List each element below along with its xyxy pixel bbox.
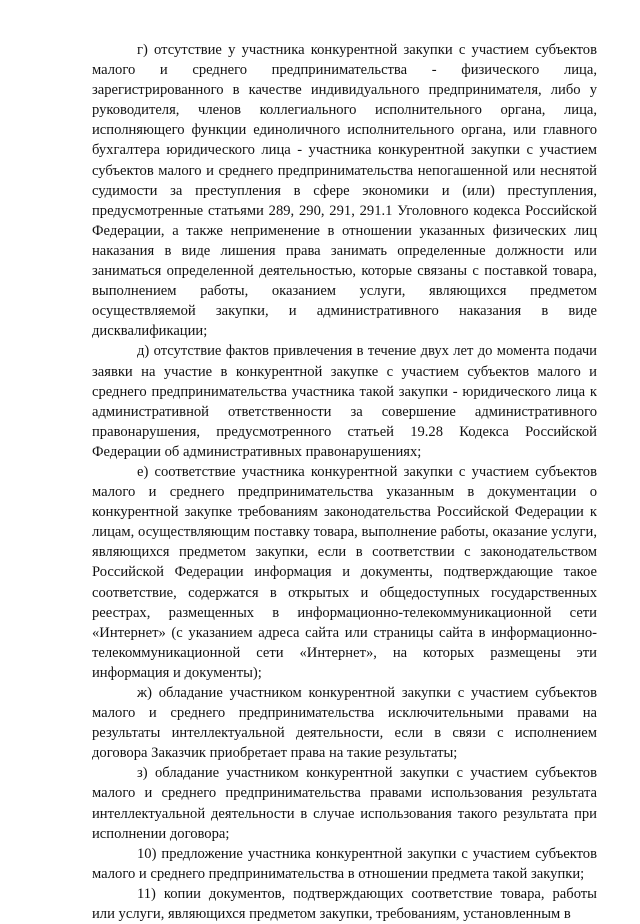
paragraph-item-d: д) отсутствие фактов привлечения в течение двух лет до момента подачи заявки на участие в конкурентной закупке с участием субъектов малого и среднего предпринимательства участника такой закупки - юридического лица к административной ответственности за совершение административного правонарушения, предусмотренного статьей 19.28 Кодекса Российской Федерации об административных правонарушениях; <box>92 343 597 460</box>
paragraph-item-10: 10) предложение участника конкурентной закупки с участием субъектов малого и среднего предпринимательства в отношении предмета такой закупки; <box>92 845 597 882</box>
paragraph-item-zh: ж) обладание участником конкурентной закупки с участием субъектов малого и среднего предпринимательства исключительными правами на результаты интеллектуальной деятельности, если в связи с исполнением договора Заказчик приобретает права на такие результаты; <box>92 685 597 762</box>
paragraph-item-e: е) соответствие участника конкурентной закупки с участием субъектов малого и среднего предпринимательства указанным в документации о конкурентной закупке требованиям законодательства Российской Федерации к лицам, осуществляющим поставку товара, выполнение работы, оказание услуги, являющихся предметом закупки, если в соответствии с законодательством Российской Федерации информация и документы, подтверждающие такое соответствие, содержатся в открытых и общедоступных государственных реестрах, размещенных в информационно-телекоммуникационной сети «Интернет» (с указанием адреса сайта или страницы сайта в информационно-телекоммуникационной сети «Интернет», на которых размещены эти информация и документы); <box>92 463 597 681</box>
paragraph-item-g: г) отсутствие у участника конкурентной закупки с участием субъектов малого и среднего предпринимательства - физического лица, зарегистрированного в качестве индивидуального предпринимателя, либо у руководителя, членов коллегиального исполнительного органа, лица, исполняющего функции единоличного исполнительного органа, или главного бухгалтера юридического лица - участника конкурентной закупки с участием субъектов малого и среднего предпринимательства непогашенной или неснятой судимости за преступления в сфере экономики и (или) преступления, предусмотренные статьями 289, 290, 291, 291.1 Уголовного кодекса Российской Федерации, а также неприменение в отношении указанных физических лиц наказания в виде лишения права занимать определенные должности или заниматься определенной деятельностью, которые связаны с поставкой товара, выполнением работы, оказанием услуги, являющихся предметом осуществляемой закупки, и административного наказания в виде дисквалификации; <box>92 42 597 340</box>
paragraph-item-11: 11) копии документов, подтверждающих соответствие товара, работы или услуги, являющихся предметом закупки, требованиям, установленным в <box>92 885 597 923</box>
document-body <box>92 40 597 924</box>
paragraph-item-z: з) обладание участником конкурентной закупки с участием субъектов малого и среднего предпринимательства правами использования результата интеллектуальной деятельности в случае использования такого результата при исполнении договора; <box>92 765 597 842</box>
